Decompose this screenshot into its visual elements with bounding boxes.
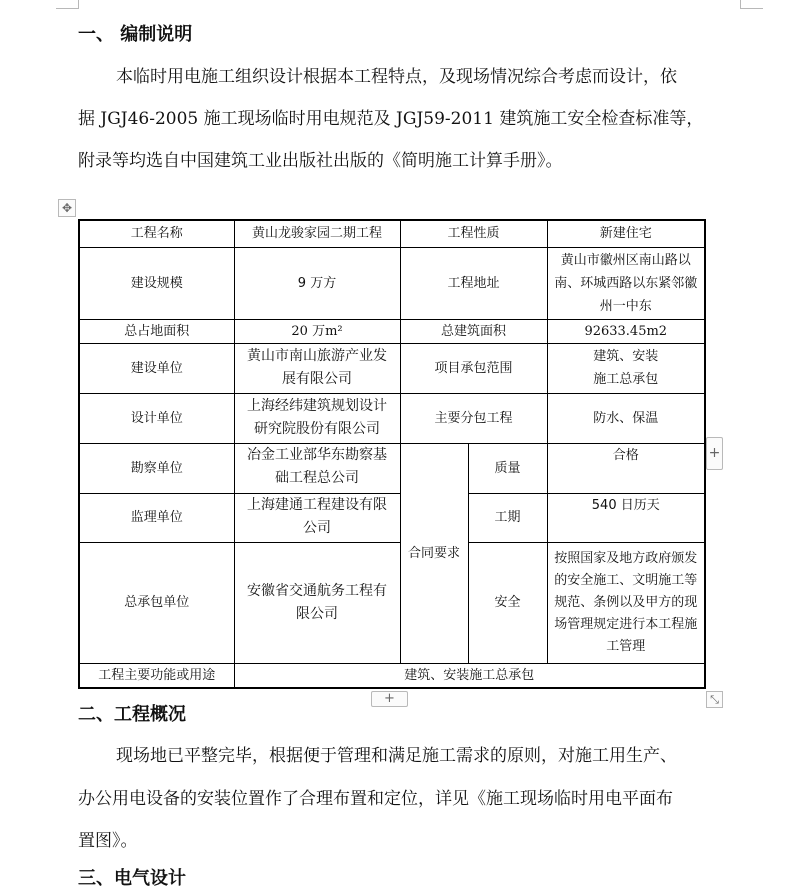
value-contract-scope: 建筑、安装 施工总承包 <box>547 343 705 393</box>
value-quality: 合格 <box>547 443 705 493</box>
table-row <box>79 319 705 343</box>
section-heading-electrical: 三、电气设计 <box>78 868 186 889</box>
value-subcontract: 防水、保温 <box>547 393 705 443</box>
value-main-function: 建筑、安装施工总承包 <box>234 663 705 688</box>
table-move-handle[interactable]: ✥ <box>58 199 76 217</box>
label-contract-scope: 项目承包范围 <box>400 343 547 393</box>
label-project-nature: 工程性质 <box>400 220 547 247</box>
intro-line-2: 据 JGJ46-2005 施工现场临时用电规范及 JGJ59-2011 建筑施工安全检查标准等， <box>78 109 704 129</box>
label-quality: 质量 <box>468 443 547 493</box>
label-designer: 设计单位 <box>79 393 234 443</box>
value-scale: 9 万方 <box>234 247 400 319</box>
value-surveyor: 冶金工业部华东勘察基 础工程总公司 <box>234 443 400 493</box>
table-row <box>79 393 705 443</box>
label-subcontract: 主要分包工程 <box>400 393 547 443</box>
overview-line-3: 置图》。 <box>78 831 138 851</box>
value-safety: 按照国家及地方政府颁发 的安全施工、文明施工等 规范、条例以及甲方的现 场管理规定进行本工程施 工管理 <box>547 542 705 663</box>
value-address: 黄山市徽州区南山路以 南、环城西路以东紧邻徽 州一中东 <box>547 247 705 319</box>
label-contract-requirements: 合同要求 <box>400 443 468 663</box>
intro-line-1: 本临时用电施工组织设计根据本工程特点，及现场情况综合考虑而设计，依 <box>116 67 677 87</box>
overview-line-2: 办公用电设备的安装位置作了合理布置和定位，详见《施工现场临时用电平面布 <box>78 789 673 809</box>
page-corner-mark-right <box>740 0 763 9</box>
section-heading-compilation: 一、 编制说明 <box>78 24 193 45</box>
table-resize-handle[interactable]: ⤡ <box>706 691 723 708</box>
table-row <box>79 343 705 393</box>
table-row <box>79 663 705 688</box>
table-row <box>79 220 705 247</box>
label-scale: 建设规模 <box>79 247 234 319</box>
label-supervisor: 监理单位 <box>79 493 234 542</box>
page-corner-mark-left <box>56 0 79 9</box>
label-project-name: 工程名称 <box>79 220 234 247</box>
project-info-table <box>78 219 706 689</box>
value-owner: 黄山市南山旅游产业发 展有限公司 <box>234 343 400 393</box>
label-address: 工程地址 <box>400 247 547 319</box>
value-building-area: 92633.45m2 <box>547 319 705 343</box>
table-row <box>79 542 705 663</box>
value-land-area: 20 万m² <box>234 319 400 343</box>
label-land-area: 总占地面积 <box>79 319 234 343</box>
label-safety: 安全 <box>468 542 547 663</box>
section-heading-overview: 二、工程概况 <box>78 704 186 725</box>
table-row <box>79 443 705 493</box>
label-owner: 建设单位 <box>79 343 234 393</box>
label-duration: 工期 <box>468 493 547 542</box>
table-row <box>79 493 705 542</box>
overview-line-1: 现场地已平整完毕，根据便于管理和满足施工需求的原则，对施工用生产、 <box>116 746 677 766</box>
intro-line-3: 附录等均选自中国建筑工业出版社出版的《简明施工计算手册》。 <box>78 151 563 171</box>
value-general-contractor: 安徽省交通航务工程有 限公司 <box>234 542 400 663</box>
label-building-area: 总建筑面积 <box>400 319 547 343</box>
value-project-nature: 新建住宅 <box>547 220 705 247</box>
label-surveyor: 勘察单位 <box>79 443 234 493</box>
add-row-button[interactable]: + <box>371 691 408 707</box>
value-designer: 上海经纬建筑规划设计 研究院股份有限公司 <box>234 393 400 443</box>
add-column-button[interactable]: + <box>706 437 723 470</box>
label-general-contractor: 总承包单位 <box>79 542 234 663</box>
value-duration: 540 日历天 <box>547 493 705 542</box>
label-main-function: 工程主要功能或用途 <box>79 663 234 688</box>
value-project-name: 黄山龙骏家园二期工程 <box>234 220 400 247</box>
table-row <box>79 247 705 319</box>
value-supervisor: 上海建通工程建设有限 公司 <box>234 493 400 542</box>
